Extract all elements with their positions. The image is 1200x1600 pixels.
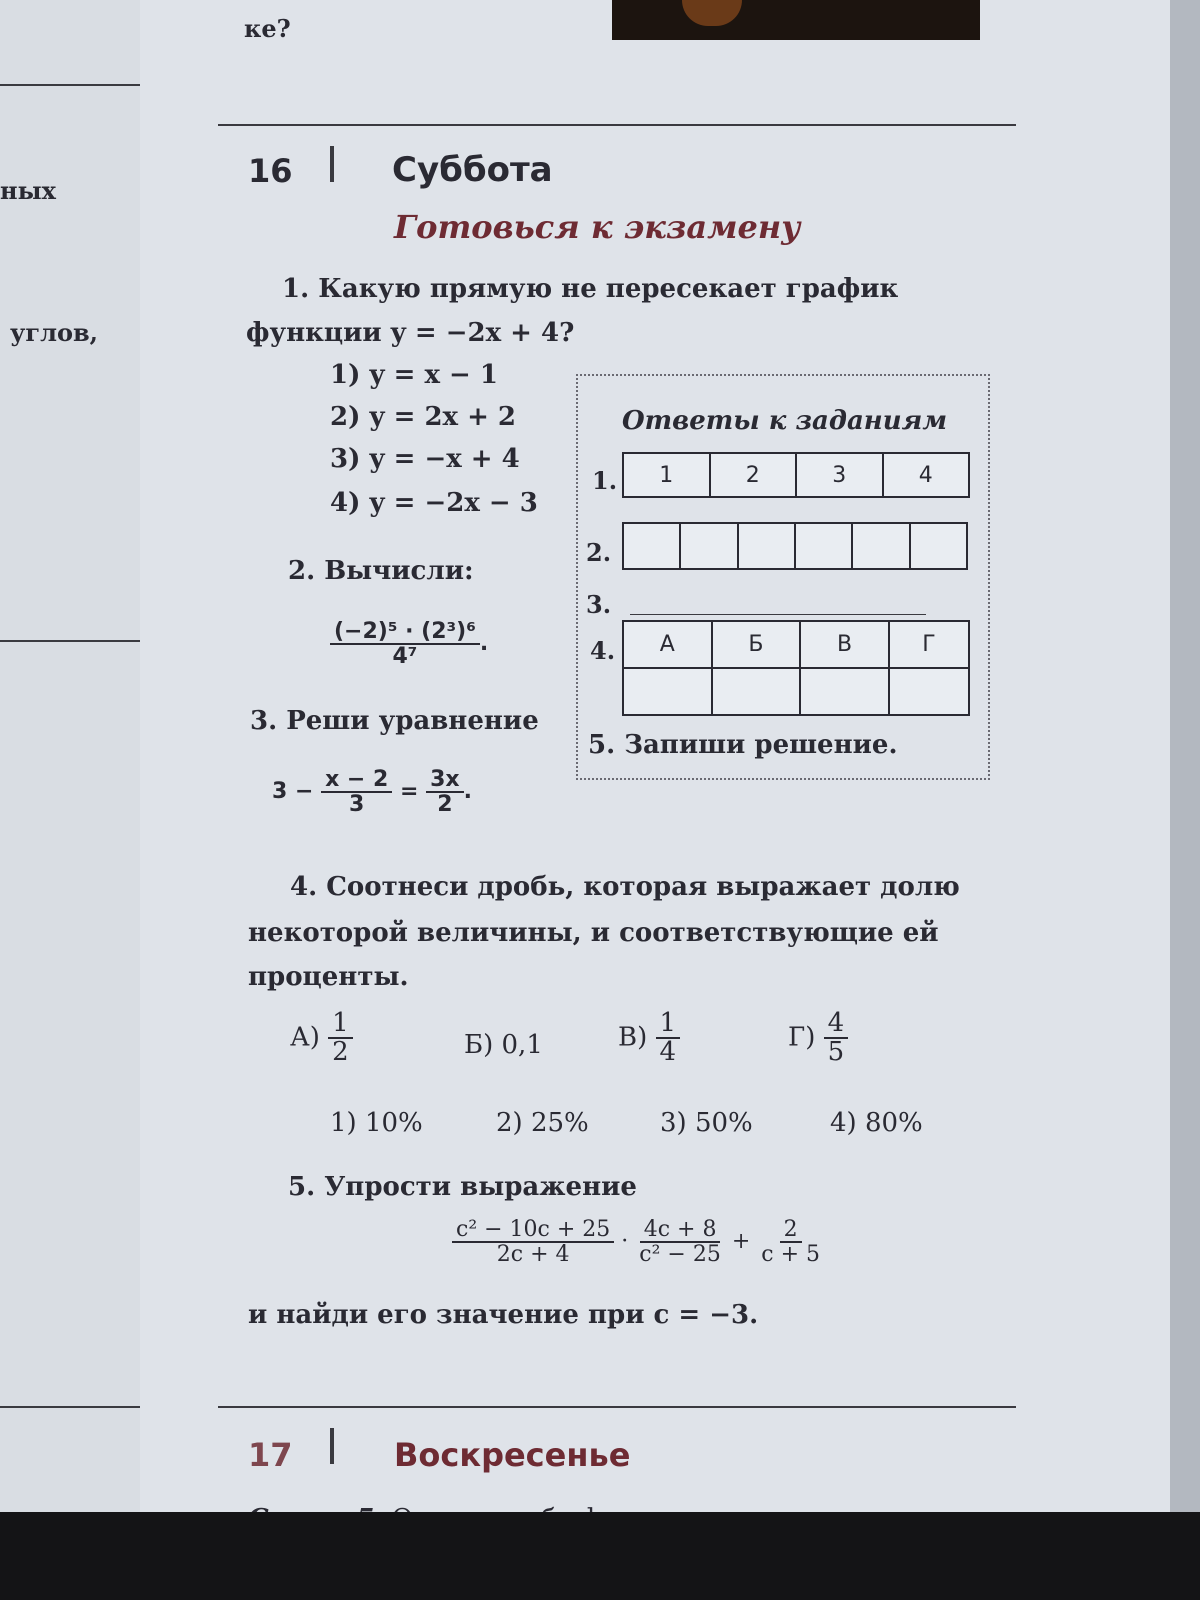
answer-cell-1-4[interactable]: 4 (883, 453, 970, 497)
task2-label: 2. Вычисли: (288, 556, 474, 586)
left-divider-2 (0, 640, 140, 642)
task3-f1-den: 3 (349, 792, 365, 818)
task2-fraction (330, 620, 480, 668)
task4-item-g-fraction (824, 1010, 849, 1067)
answer-row-label-4: 4. (590, 636, 616, 665)
answer-cell-2-6[interactable] (910, 523, 967, 569)
task4-percent-3: 3) 50% (660, 1108, 753, 1138)
answer-row-label-1: 1. (592, 466, 618, 495)
task4-line2: некоторой величины, и соответствующие ей (248, 918, 939, 948)
task3-equals: = (400, 779, 419, 805)
day-number-17: 17 (248, 1436, 293, 1474)
task5-fraction-2 (635, 1218, 725, 1266)
screen-bezel-right (1170, 0, 1200, 1512)
answer-cell-4-2[interactable] (712, 668, 801, 715)
screen-bezel-bottom (0, 1512, 1200, 1600)
section-subtitle: Готовься к экзамену (394, 208, 801, 246)
day-title-17: Воскресенье (394, 1436, 631, 1474)
answer-cell-2-4[interactable] (795, 523, 852, 569)
task3-f2-num: 3x (426, 768, 464, 793)
day-number-16: 16 (248, 152, 293, 190)
task5-expression (452, 1218, 824, 1266)
task4-item-v-num: 1 (656, 1010, 681, 1039)
task5-dot: · (621, 1229, 629, 1255)
task2-numerator: (−2)⁵ · (2³)⁶ (330, 620, 480, 645)
task4-line1: 4. Соотнеси дробь, которая выражает долю (290, 872, 960, 902)
answer-cell-2-5[interactable] (852, 523, 909, 569)
answer-cell-1-1[interactable]: 1 (623, 453, 710, 497)
task1-option-3: 3) y = −x + 4 (330, 444, 520, 474)
task4-item-g (788, 1010, 848, 1067)
task5-f3-num: 2 (780, 1218, 802, 1243)
answer-cell-4-header-2: Б (712, 621, 801, 668)
answer-row-label-2: 2. (586, 538, 612, 567)
answer-grid-1 (622, 452, 970, 498)
task4-item-v-label: В) (618, 1022, 648, 1053)
task4-item-v-den: 4 (659, 1037, 677, 1068)
task5-f1-num: c² − 10c + 25 (452, 1218, 614, 1243)
left-fragment-1: ных (0, 176, 56, 205)
answer-row-label-3: 3. (586, 590, 612, 619)
task3-period: . (463, 779, 472, 805)
task4-item-a-fraction (328, 1010, 353, 1067)
task4-item-g-den: 5 (827, 1037, 845, 1068)
answer-cell-2-2[interactable] (680, 523, 737, 569)
task5-f3-den: c + 5 (761, 1242, 821, 1268)
task4-percent-2: 2) 25% (496, 1108, 589, 1138)
task4-line3: проценты. (248, 962, 409, 992)
answer-cell-2-3[interactable] (738, 523, 795, 569)
task4-item-v-fraction (656, 1010, 681, 1067)
task5-fraction-1 (452, 1218, 614, 1266)
task1-option-1: 1) y = x − 1 (330, 360, 498, 390)
answer-grid-4 (622, 620, 970, 716)
task4-item-g-label: Г) (788, 1022, 816, 1053)
task5-f2-den: c² − 25 (639, 1242, 721, 1268)
answer-cell-4-3[interactable] (800, 668, 889, 715)
task5-tail: и найди его значение при c = −3. (248, 1300, 759, 1330)
answer-grid-2 (622, 522, 968, 570)
day-separator-bar (330, 146, 334, 182)
task1-question-line1: 1. Какую прямую не пересекает график (282, 274, 899, 304)
task3-equation (272, 768, 472, 816)
task3-lead: 3 − (272, 779, 314, 805)
task3-f2-den: 2 (437, 792, 453, 818)
task4-item-g-num: 4 (824, 1010, 849, 1039)
task3-fraction-1 (321, 768, 392, 816)
left-column (0, 0, 140, 1512)
task1-question-line2: функции y = −2x + 4? (246, 318, 575, 348)
answers-write-solution: 5. Запиши решение. (588, 730, 898, 760)
task1-option-4: 4) y = −2x − 3 (330, 488, 538, 518)
task4-item-a-den: 2 (332, 1037, 349, 1068)
answer-cell-1-2[interactable]: 2 (710, 453, 797, 497)
task2-denominator: 4⁷ (392, 644, 418, 670)
task4-item-a-label: А) (290, 1022, 320, 1053)
section-divider-17 (218, 1406, 1016, 1408)
left-fragment-2: углов, (10, 318, 99, 347)
answer-cell-2-1[interactable] (623, 523, 680, 569)
task2-expression (330, 620, 488, 668)
task3-f1-num: x − 2 (321, 768, 392, 793)
task4-percent-1: 1) 10% (330, 1108, 423, 1138)
task4-item-v (618, 1010, 680, 1067)
task5-f2-num: 4c + 8 (640, 1218, 721, 1243)
task1-option-2: 2) y = 2x + 2 (330, 402, 517, 432)
left-divider-3 (0, 1406, 140, 1408)
task5-label: 5. Упрости выражение (288, 1172, 637, 1202)
answer-cell-1-3[interactable]: 3 (796, 453, 883, 497)
task3-label: 3. Реши уравнение (250, 706, 539, 736)
task3-fraction-2 (426, 768, 464, 816)
answer-cell-4-header-3: В (800, 621, 889, 668)
photo-fragment (612, 0, 980, 40)
answer-cell-4-header-1: А (623, 621, 712, 668)
answers-title: Ответы к заданиям (622, 406, 948, 436)
task5-plus: + (731, 1229, 751, 1255)
task5-f1-den: 2c + 4 (496, 1242, 570, 1268)
task4-item-b: Б) 0,1 (464, 1030, 543, 1060)
top-fragment: ке? (244, 14, 291, 43)
left-divider-1 (0, 84, 140, 86)
section-divider-16 (218, 124, 1016, 126)
answer-cell-4-1[interactable] (623, 668, 712, 715)
task5-fraction-3 (757, 1218, 824, 1266)
answer-cell-4-header-4: Г (889, 621, 969, 668)
day-separator-bar-17 (330, 1428, 334, 1464)
day-title-16: Суббота (392, 150, 553, 190)
task4-percent-4: 4) 80% (830, 1108, 923, 1138)
answer-line-3[interactable] (630, 614, 926, 615)
task4-item-a (290, 1010, 353, 1067)
task2-period: . (479, 631, 489, 657)
task4-item-a-num: 1 (328, 1010, 353, 1039)
answer-cell-4-4[interactable] (889, 668, 969, 715)
